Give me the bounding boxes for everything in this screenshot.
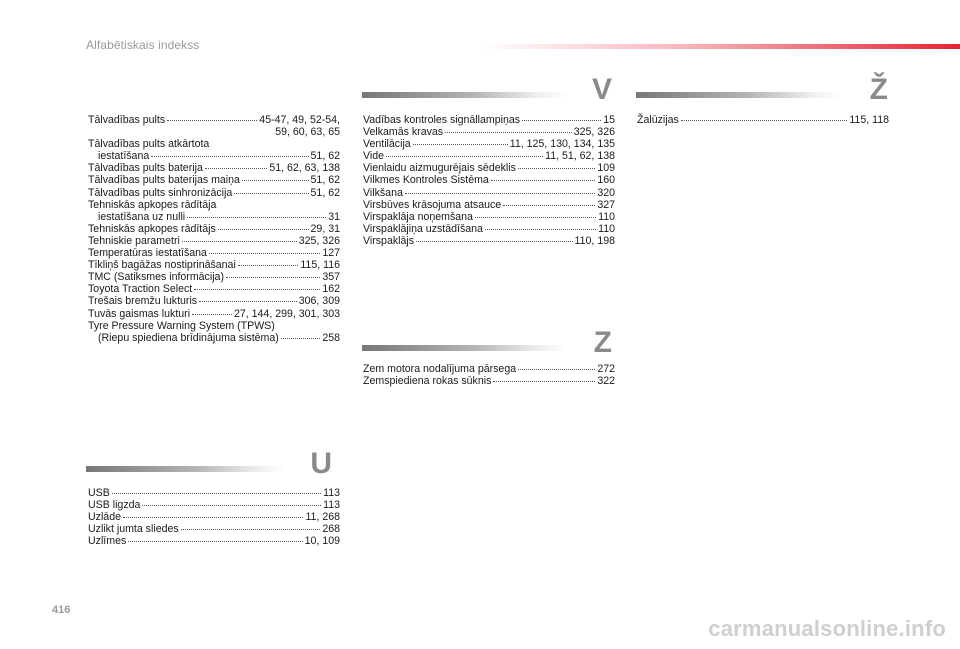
index-entry-pages: 11, 268 (305, 511, 340, 524)
index-entry-pages: 110, 198 (574, 234, 615, 247)
dot-leader (199, 301, 297, 302)
index-entry (88, 487, 340, 499)
index-entry (88, 247, 340, 259)
index-entry-term: Virspaklājs (363, 234, 415, 247)
dot-leader (485, 229, 596, 230)
index-entry-term: Zemspiediena rokas sūknis (363, 375, 492, 388)
index-entry-term: Virspaklājiņa uzstādīšana (363, 222, 483, 235)
index-entry (88, 295, 340, 307)
index-entry-pages: 272 (597, 363, 615, 375)
index-entry-pages: 45-47, 49, 52-54, (259, 114, 340, 126)
index-entry-pages: 162 (322, 283, 340, 296)
dot-leader (218, 229, 309, 230)
dot-leader (192, 314, 232, 315)
index-entry (88, 162, 340, 174)
index-entry (88, 271, 340, 283)
index-entry-term: Tuvās gaismas lukturi (88, 307, 191, 320)
index-entry-term: Tehniskās apkopes rādītājs (88, 222, 216, 235)
index-entry-pages: 325, 326 (298, 234, 340, 247)
index-entry-pages: 29, 31 (310, 222, 340, 235)
dot-leader (493, 381, 595, 382)
index-entry-pages: 110 (598, 222, 615, 235)
dot-leader (128, 541, 302, 542)
dot-leader (681, 120, 848, 121)
index-entry-term: Virsbūves krāsojuma atsauce (363, 198, 502, 211)
dot-leader (194, 289, 320, 290)
index-entry-term: Vienlaidu aizmugurējais sēdeklis (363, 162, 516, 175)
index-entry-pages: 327 (597, 198, 615, 211)
index-entry (363, 114, 615, 126)
index-entry-pages: 322 (597, 375, 615, 388)
letter-u: U (310, 447, 332, 480)
letter-header-bar (362, 345, 567, 351)
letter-header-bar (362, 92, 567, 98)
watermark-text: carmanualsonline.info (708, 616, 946, 641)
index-entry-pages: 59, 60, 63, 65 (275, 126, 340, 139)
index-entry (88, 126, 340, 138)
index-entry (88, 499, 340, 511)
index-entry-term: iestatīšana (98, 150, 150, 163)
index-entry-pages: 258 (322, 331, 340, 344)
index-entry-term: Temperatūras iestatīšana (88, 247, 207, 260)
letter-header-u (86, 447, 332, 488)
index-list-v (363, 114, 615, 247)
index-entry-term: Tālvadības pults baterijas maiņa (88, 174, 240, 187)
page-header-title: Alfabētiskais indekss (86, 38, 200, 52)
dot-leader (405, 193, 595, 194)
index-entry (88, 174, 340, 186)
index-entry-term: Velkamās kravas (363, 126, 444, 139)
index-entry-term: TMC (Satiksmes informācija) (88, 271, 224, 284)
letter-header-bar (86, 466, 286, 472)
index-entry-pages: 51, 62, 63, 138 (269, 162, 340, 175)
letter-header-zh (636, 73, 888, 114)
index-entry (88, 511, 340, 523)
index-entry (363, 375, 615, 387)
letter-header-v (362, 73, 612, 114)
index-entry (88, 523, 340, 535)
index-entry (363, 174, 615, 186)
dot-leader (181, 529, 321, 530)
index-entry-pages: 51, 62 (310, 150, 340, 163)
dot-leader (503, 205, 595, 206)
letter-header-bar (636, 92, 841, 98)
index-entry-pages: 127 (322, 247, 340, 260)
index-entry-term: USB ligzda (88, 499, 141, 512)
index-entry-pages: 10, 109 (304, 535, 340, 548)
dot-leader (475, 217, 596, 218)
dot-leader (522, 120, 601, 121)
index-list-z (363, 363, 615, 387)
index-entry-term: (Riepu spiediena brīdinājuma sistēma) (98, 331, 279, 344)
index-entry-pages: 320 (597, 186, 615, 199)
index-entry-pages: 115, 116 (300, 259, 340, 272)
index-entry-term: Vilkmes Kontroles Sistēma (363, 174, 489, 187)
dot-leader (123, 517, 303, 518)
index-entry-term: Tyre Pressure Warning System (TPWS) (88, 319, 275, 332)
letter-header-z (362, 326, 612, 367)
index-entry-term: iestatīšana uz nulli (98, 210, 186, 223)
index-entry-term: Tīkliņš bagāžas nostiprināšanai (88, 259, 236, 272)
index-entry-pages: 109 (597, 162, 615, 175)
dot-leader (187, 217, 326, 218)
index-entry-pages: 325, 326 (573, 126, 615, 139)
index-entry-term: Tehniskie parametri (88, 234, 180, 247)
dot-leader (209, 253, 320, 254)
index-entry (363, 363, 615, 375)
index-entry-pages: 113 (323, 499, 340, 512)
index-entry (363, 150, 615, 162)
index-entry (88, 138, 340, 150)
dot-leader (518, 168, 595, 169)
index-entry (363, 138, 615, 150)
index-entry-term: Vilkšana (363, 186, 403, 199)
index-entry-term: Žalūzijas (637, 114, 679, 126)
index-entry (88, 114, 340, 126)
index-list-t (88, 114, 340, 344)
dot-leader (445, 132, 572, 133)
index-entry-term: Tehniskās apkopes rādītāja (88, 198, 217, 211)
dot-leader (182, 241, 297, 242)
index-entry-pages: 15 (603, 114, 615, 126)
index-entry-term: Tālvadības pults baterija (88, 162, 203, 175)
index-entry-term: Trešais bremžu lukturis (88, 295, 198, 308)
index-entry (363, 211, 615, 223)
dot-leader (242, 180, 309, 181)
index-entry-pages: 115, 118 (849, 114, 889, 126)
index-entry-term: Vide (363, 150, 385, 163)
index-entry-term: Zem motora nodalījuma pārsega (363, 363, 517, 375)
index-entry (88, 535, 340, 547)
index-entry-term: Uzlāde (88, 511, 121, 524)
letter-z: Z (593, 326, 612, 359)
dot-leader (491, 180, 596, 181)
dot-leader (413, 144, 508, 145)
index-entry-term: Toyota Traction Select (88, 283, 193, 296)
index-entry-term: Ventilācija (363, 138, 411, 151)
index-entry-pages: 27, 144, 299, 301, 303 (233, 307, 340, 320)
index-entry (88, 320, 340, 332)
letter-v: V (591, 73, 612, 106)
index-entry (88, 235, 340, 247)
index-entry-term: Vadības kontroles signāllampiņas (363, 114, 521, 126)
index-entry (88, 187, 340, 199)
index-entry-pages: 160 (597, 174, 615, 187)
dot-leader (142, 505, 321, 506)
page-number: 416 (52, 604, 71, 616)
index-entry-pages: 51, 62 (310, 186, 340, 199)
index-entry-term: Tālvadības pults atkārtota (88, 138, 210, 151)
index-entry (363, 162, 615, 174)
dot-leader (226, 277, 320, 278)
index-list-zh (637, 114, 889, 126)
index-entry (88, 283, 340, 295)
index-entry (88, 211, 340, 223)
dot-leader (281, 338, 321, 339)
dot-leader (167, 120, 257, 121)
index-entry-pages: 51, 62 (310, 174, 340, 187)
index-entry-term: Uzlikt jumta sliedes (88, 523, 179, 536)
dot-leader (234, 193, 308, 194)
index-list-u (88, 487, 340, 547)
index-entry (88, 332, 340, 344)
index-entry (88, 150, 340, 162)
dot-leader (416, 241, 573, 242)
index-entry (363, 235, 615, 247)
index-entry (363, 223, 615, 235)
index-entry (363, 187, 615, 199)
dot-leader (238, 265, 299, 266)
index-entry-pages: 31 (328, 210, 340, 223)
index-entry-pages: 268 (322, 523, 340, 536)
index-entry (88, 199, 340, 211)
letter-zh: Ž (869, 73, 888, 106)
header-accent-rule (480, 44, 960, 49)
dot-leader (112, 493, 321, 494)
index-entry (88, 259, 340, 271)
index-entry (88, 308, 340, 320)
index-entry-pages: 11, 51, 62, 138 (545, 150, 615, 163)
dot-leader (205, 168, 267, 169)
index-entry (363, 199, 615, 211)
index-entry-term: USB (88, 487, 110, 499)
dot-leader (518, 369, 595, 370)
index-entry-pages: 306, 309 (298, 295, 340, 308)
index-entry-term: Virspaklāja noņemšana (363, 210, 473, 223)
index-entry (637, 114, 889, 126)
dot-leader (386, 156, 543, 157)
index-entry-term: Tālvadības pults (88, 114, 166, 126)
index-entry (88, 223, 340, 235)
index-entry-pages: 110 (598, 210, 615, 223)
index-entry-pages: 113 (323, 487, 340, 499)
dot-leader (151, 156, 308, 157)
index-entry-pages: 11, 125, 130, 134, 135 (509, 138, 615, 151)
index-entry (363, 126, 615, 138)
index-entry-term: Uzlīmes (88, 535, 127, 548)
index-entry-pages: 357 (322, 271, 340, 284)
index-entry-term: Tālvadības pults sinhronizācija (88, 186, 233, 199)
